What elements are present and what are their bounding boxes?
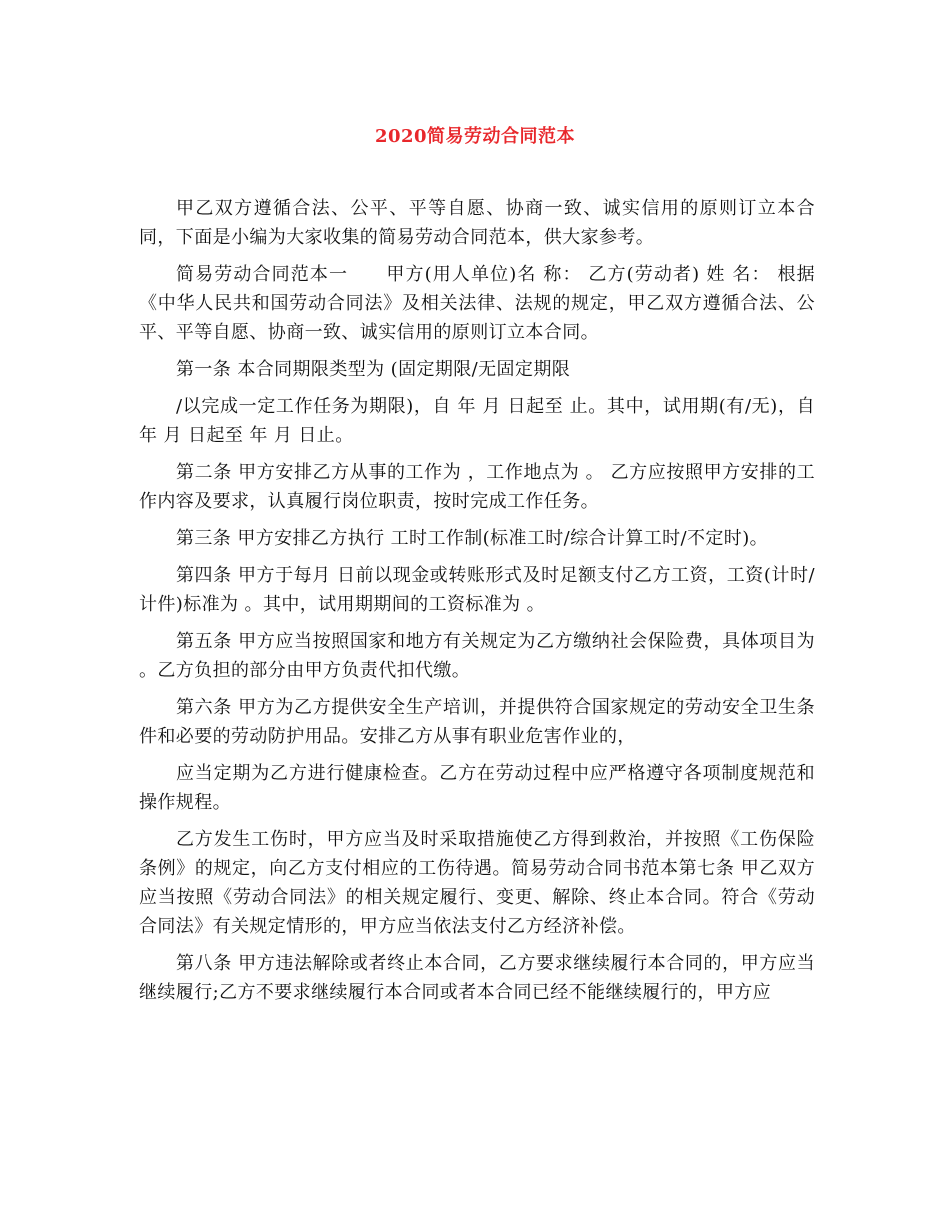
paragraph-article-1-cont: /以完成一定工作任务为期限)，自 年 月 日起至 止。其中，试用期(有/无)，自 年 月 日起至 年 月 日止。 xyxy=(139,396,815,447)
paragraph-article-6: 第六条 甲方为乙方提供安全生产培训，并提供符合国家规定的劳动安全卫生条件和必要的劳动防护用品。安排乙方从事有职业危害作业的， xyxy=(139,696,815,747)
paragraph-article-3: 第三条 甲方安排乙方执行 工时工作制(标准工时/综合计算工时/不定时)。 xyxy=(176,528,769,549)
paragraph-article-6-cont: 应当定期为乙方进行健康检查。乙方在劳动过程中应严格遵守各项制度规范和操作规程。 xyxy=(139,762,815,813)
paragraph-article-1: 第一条 本合同期限类型为 (固定期限/无固定期限 xyxy=(176,359,571,381)
paragraph-injury-article-7: 乙方发生工伤时，甲方应当及时采取措施使乙方得到救治，并按照《工伤保险条例》的规定，向乙方支付相应的工伤待遇。简易劳动合同书范本第七条 甲乙双方应当按照《劳动合同法》的相关规定履行、变更、解除、终止本合同。符合《劳动合同法》有关规定情形的，甲方应当依法支付乙方经济补偿。 xyxy=(139,828,815,938)
paragraph-article-2: 第二条 甲方安排乙方从事的工作为 ，工作地点为 。 乙方应按照甲方安排的工作内容及要求，认真履行岗位职责，按时完成工作任务。 xyxy=(139,462,815,513)
paragraph-intro: 甲乙双方遵循合法、公平、平等自愿、协商一致、诚实信用的原则订立本合同，下面是小编为大家收集的简易劳动合同范本，供大家参考。 xyxy=(139,198,815,249)
document-title: 2020简易劳动合同范本 xyxy=(374,126,576,147)
paragraph-article-8: 第八条 甲方违法解除或者终止本合同，乙方要求继续履行本合同的，甲方应当继续履行;乙方不要求继续履行本合同或者本合同已经不能继续履行的，甲方应 xyxy=(139,953,815,1004)
paragraph-article-5: 第五条 甲方应当按照国家和地方有关规定为乙方缴纳社会保险费，具体项目为 。乙方负担的部分由甲方负责代扣代缴。 xyxy=(139,630,815,681)
paragraph-template-one: 简易劳动合同范本一 甲方(用人单位)名 称： 乙方(劳动者) 姓 名： 根据《中华人民共和国劳动合同法》及相关法律、法规的规定，甲乙双方遵循合法、公平、平等自愿、协商一致、诚实信用的原则订立本合同。 xyxy=(139,264,815,344)
document-body xyxy=(139,194,815,1015)
paragraph-article-4: 第四条 甲方于每月 日前以现金或转账形式及时足额支付乙方工资，工资(计时/计件)标准为 。其中，试用期期间的工资标准为 。 xyxy=(139,564,815,615)
